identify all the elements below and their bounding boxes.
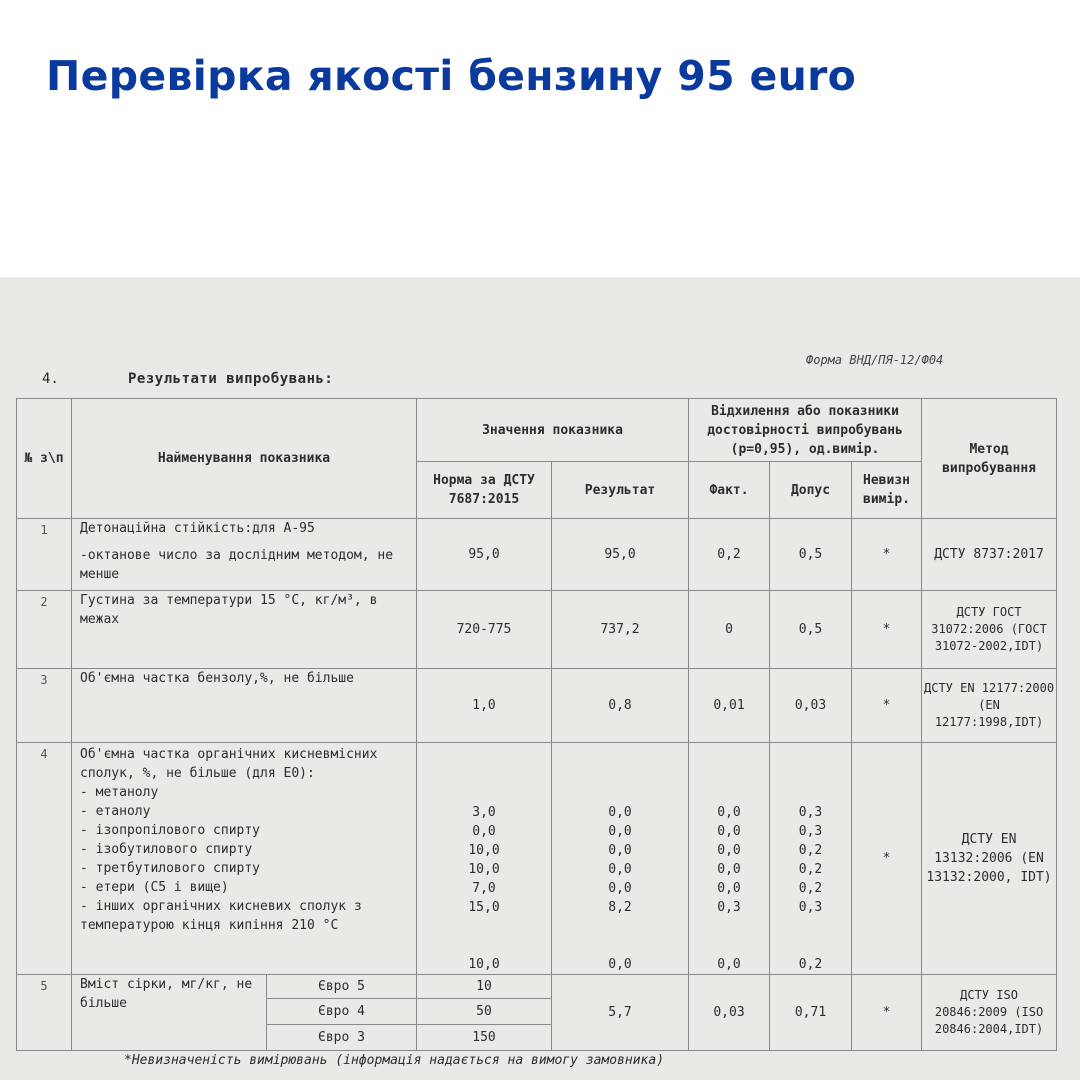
result-value: 737,2 bbox=[552, 591, 689, 669]
table-row bbox=[17, 591, 1057, 669]
tolerance-value: 0,03 bbox=[770, 669, 852, 743]
tolerance-value: 0,3 bbox=[798, 805, 823, 820]
form-code: Форма ВНД/ПЯ-12/Ф04 bbox=[806, 353, 944, 367]
fact-value: 0,3 bbox=[717, 900, 741, 915]
uncertainty-mark: * bbox=[852, 743, 922, 975]
tolerance-value: 0,3 bbox=[798, 900, 823, 915]
sub-indicator-name: - інших органічних кисневих сполук з температурою кінця кипіння 210 °С bbox=[80, 899, 362, 933]
header-fact: Факт. bbox=[689, 462, 770, 519]
page-title: Перевірка якості бензину 95 euro bbox=[46, 52, 857, 100]
result-value: 0,8 bbox=[552, 669, 689, 743]
header-tolerance: Допус bbox=[770, 462, 852, 519]
header-row bbox=[17, 399, 1057, 462]
norm-value: 10,0 bbox=[468, 862, 500, 877]
norm-value: 3,0 bbox=[472, 805, 496, 820]
test-method: ДСТУ EN 12177:2000 (EN 12177:1998,IDT) bbox=[922, 669, 1057, 743]
fact-value: 0,01 bbox=[689, 669, 770, 743]
result-value: 0,0 bbox=[608, 805, 632, 820]
header-norm: Норма за ДСТУ 7687:2015 bbox=[417, 462, 552, 519]
result-value: 0,0 bbox=[608, 881, 632, 896]
sulfur-class-label: Євро 5 bbox=[267, 975, 417, 999]
fact-value: 0,0 bbox=[717, 843, 741, 858]
header-method: Метод випробування bbox=[922, 399, 1057, 519]
norm-values bbox=[417, 743, 552, 975]
norm-value: 0,0 bbox=[472, 824, 496, 839]
tolerance-value: 0,2 bbox=[798, 881, 823, 896]
norm-value: 150 bbox=[417, 1025, 552, 1051]
indicator-name: Вміст сірки, мг/кг, не більше bbox=[72, 975, 267, 1051]
fact-value: 0,0 bbox=[717, 824, 741, 839]
indicator-name bbox=[72, 743, 417, 975]
table-row bbox=[17, 669, 1057, 743]
row-number: 5 bbox=[17, 975, 72, 1051]
uncertainty-mark: * bbox=[852, 591, 922, 669]
result-value: 0,0 bbox=[608, 957, 632, 972]
table-row bbox=[17, 519, 1057, 591]
fact-value: 0,0 bbox=[717, 862, 741, 877]
fact-value: 0,0 bbox=[717, 805, 741, 820]
sub-indicator-name: - ізобутилового спирту bbox=[80, 842, 253, 857]
norm-value: 10,0 bbox=[468, 957, 500, 972]
header-uncertainty: Невизн вимір. bbox=[852, 462, 922, 519]
indicator-subname: -октанове число за дослідним методом, не менше bbox=[80, 548, 394, 582]
sub-indicator-name: - ізопропілового спирту bbox=[80, 823, 261, 838]
results-table bbox=[16, 398, 1057, 1051]
sub-indicator-name: - третбутилового спирту bbox=[80, 861, 261, 876]
fact-value: 0,0 bbox=[717, 957, 741, 972]
header-deviation-group: Відхилення або показники достовірності випробувань (р=0,95), од.вимір. bbox=[689, 399, 922, 462]
header-value-group: Значення показника bbox=[417, 399, 689, 462]
indicator-group-name: Об'ємна частка органічних кисневмісних сполук, %, не більше (для Е0): bbox=[80, 747, 378, 781]
norm-value: 720-775 bbox=[417, 591, 552, 669]
uncertainty-mark: * bbox=[852, 519, 922, 591]
test-method: ДСТУ EN 13132:2006 (EN 13132:2000, IDT) bbox=[922, 743, 1057, 975]
tolerance-value: 0,3 bbox=[798, 824, 823, 839]
header-num: № з\п bbox=[17, 399, 72, 519]
indicator-name: Густина за температури 15 °С, кг/м³, в межах bbox=[72, 591, 417, 669]
tolerance-value: 0,5 bbox=[770, 591, 852, 669]
tolerance-value: 0,2 bbox=[798, 843, 823, 858]
result-value: 95,0 bbox=[552, 519, 689, 591]
uncertainty-mark: * bbox=[852, 669, 922, 743]
sulfur-class-label: Євро 3 bbox=[267, 1025, 417, 1051]
header-name: Найменування показника bbox=[72, 399, 417, 519]
result-value: 5,7 bbox=[552, 975, 689, 1051]
sulfur-class-label: Євро 4 bbox=[267, 999, 417, 1025]
indicator-name bbox=[72, 519, 417, 591]
sub-indicator-name: - етери (С5 і вище) bbox=[80, 880, 229, 895]
result-value: 0,0 bbox=[608, 824, 632, 839]
uncertainty-mark: * bbox=[852, 975, 922, 1051]
indicator-group-name: Детонаційна стійкість:для А-95 bbox=[80, 521, 315, 536]
result-value: 0,0 bbox=[608, 862, 632, 877]
row-number: 2 bbox=[17, 591, 72, 669]
indicator-name: Об'ємна частка бензолу,%, не більше bbox=[72, 669, 417, 743]
fact-value: 0,0 bbox=[717, 881, 741, 896]
norm-value: 7,0 bbox=[472, 881, 496, 896]
section-title: Результати випробувань: bbox=[128, 371, 334, 387]
norm-value: 15,0 bbox=[468, 900, 500, 915]
test-report-photo bbox=[0, 277, 1080, 1080]
norm-value: 95,0 bbox=[417, 519, 552, 591]
footnote: *Невизначеність вимірювань (інформація надається на вимогу замовника) bbox=[124, 1053, 665, 1068]
header-result: Результат bbox=[552, 462, 689, 519]
row-number: 1 bbox=[17, 519, 72, 591]
tolerance-value: 0,5 bbox=[770, 519, 852, 591]
fact-values bbox=[689, 743, 770, 975]
test-method: ДСТУ ISO 20846:2009 (ISO 20846:2004,IDT) bbox=[922, 975, 1057, 1051]
result-value: 8,2 bbox=[608, 900, 632, 915]
fact-value: 0 bbox=[689, 591, 770, 669]
section-number: 4. bbox=[42, 371, 59, 387]
tolerance-values bbox=[770, 743, 852, 975]
norm-value: 1,0 bbox=[417, 669, 552, 743]
norm-value: 10 bbox=[417, 975, 552, 999]
fact-value: 0,03 bbox=[689, 975, 770, 1051]
sub-indicator-name: - метанолу bbox=[80, 785, 159, 800]
row-number: 3 bbox=[17, 669, 72, 743]
test-method: ДСТУ 8737:2017 bbox=[922, 519, 1057, 591]
table-row bbox=[17, 743, 1057, 975]
row-number: 4 bbox=[17, 743, 72, 975]
test-method: ДСТУ ГОСТ 31072:2006 (ГОСТ 31072-2002,IDT) bbox=[922, 591, 1057, 669]
table-row bbox=[17, 975, 1057, 999]
norm-value: 50 bbox=[417, 999, 552, 1025]
sub-indicator-name: - етанолу bbox=[80, 804, 151, 819]
tolerance-value: 0,2 bbox=[798, 957, 823, 972]
result-values bbox=[552, 743, 689, 975]
tolerance-value: 0,71 bbox=[770, 975, 852, 1051]
fact-value: 0,2 bbox=[689, 519, 770, 591]
norm-value: 10,0 bbox=[468, 843, 500, 858]
tolerance-value: 0,2 bbox=[798, 862, 823, 877]
result-value: 0,0 bbox=[608, 843, 632, 858]
